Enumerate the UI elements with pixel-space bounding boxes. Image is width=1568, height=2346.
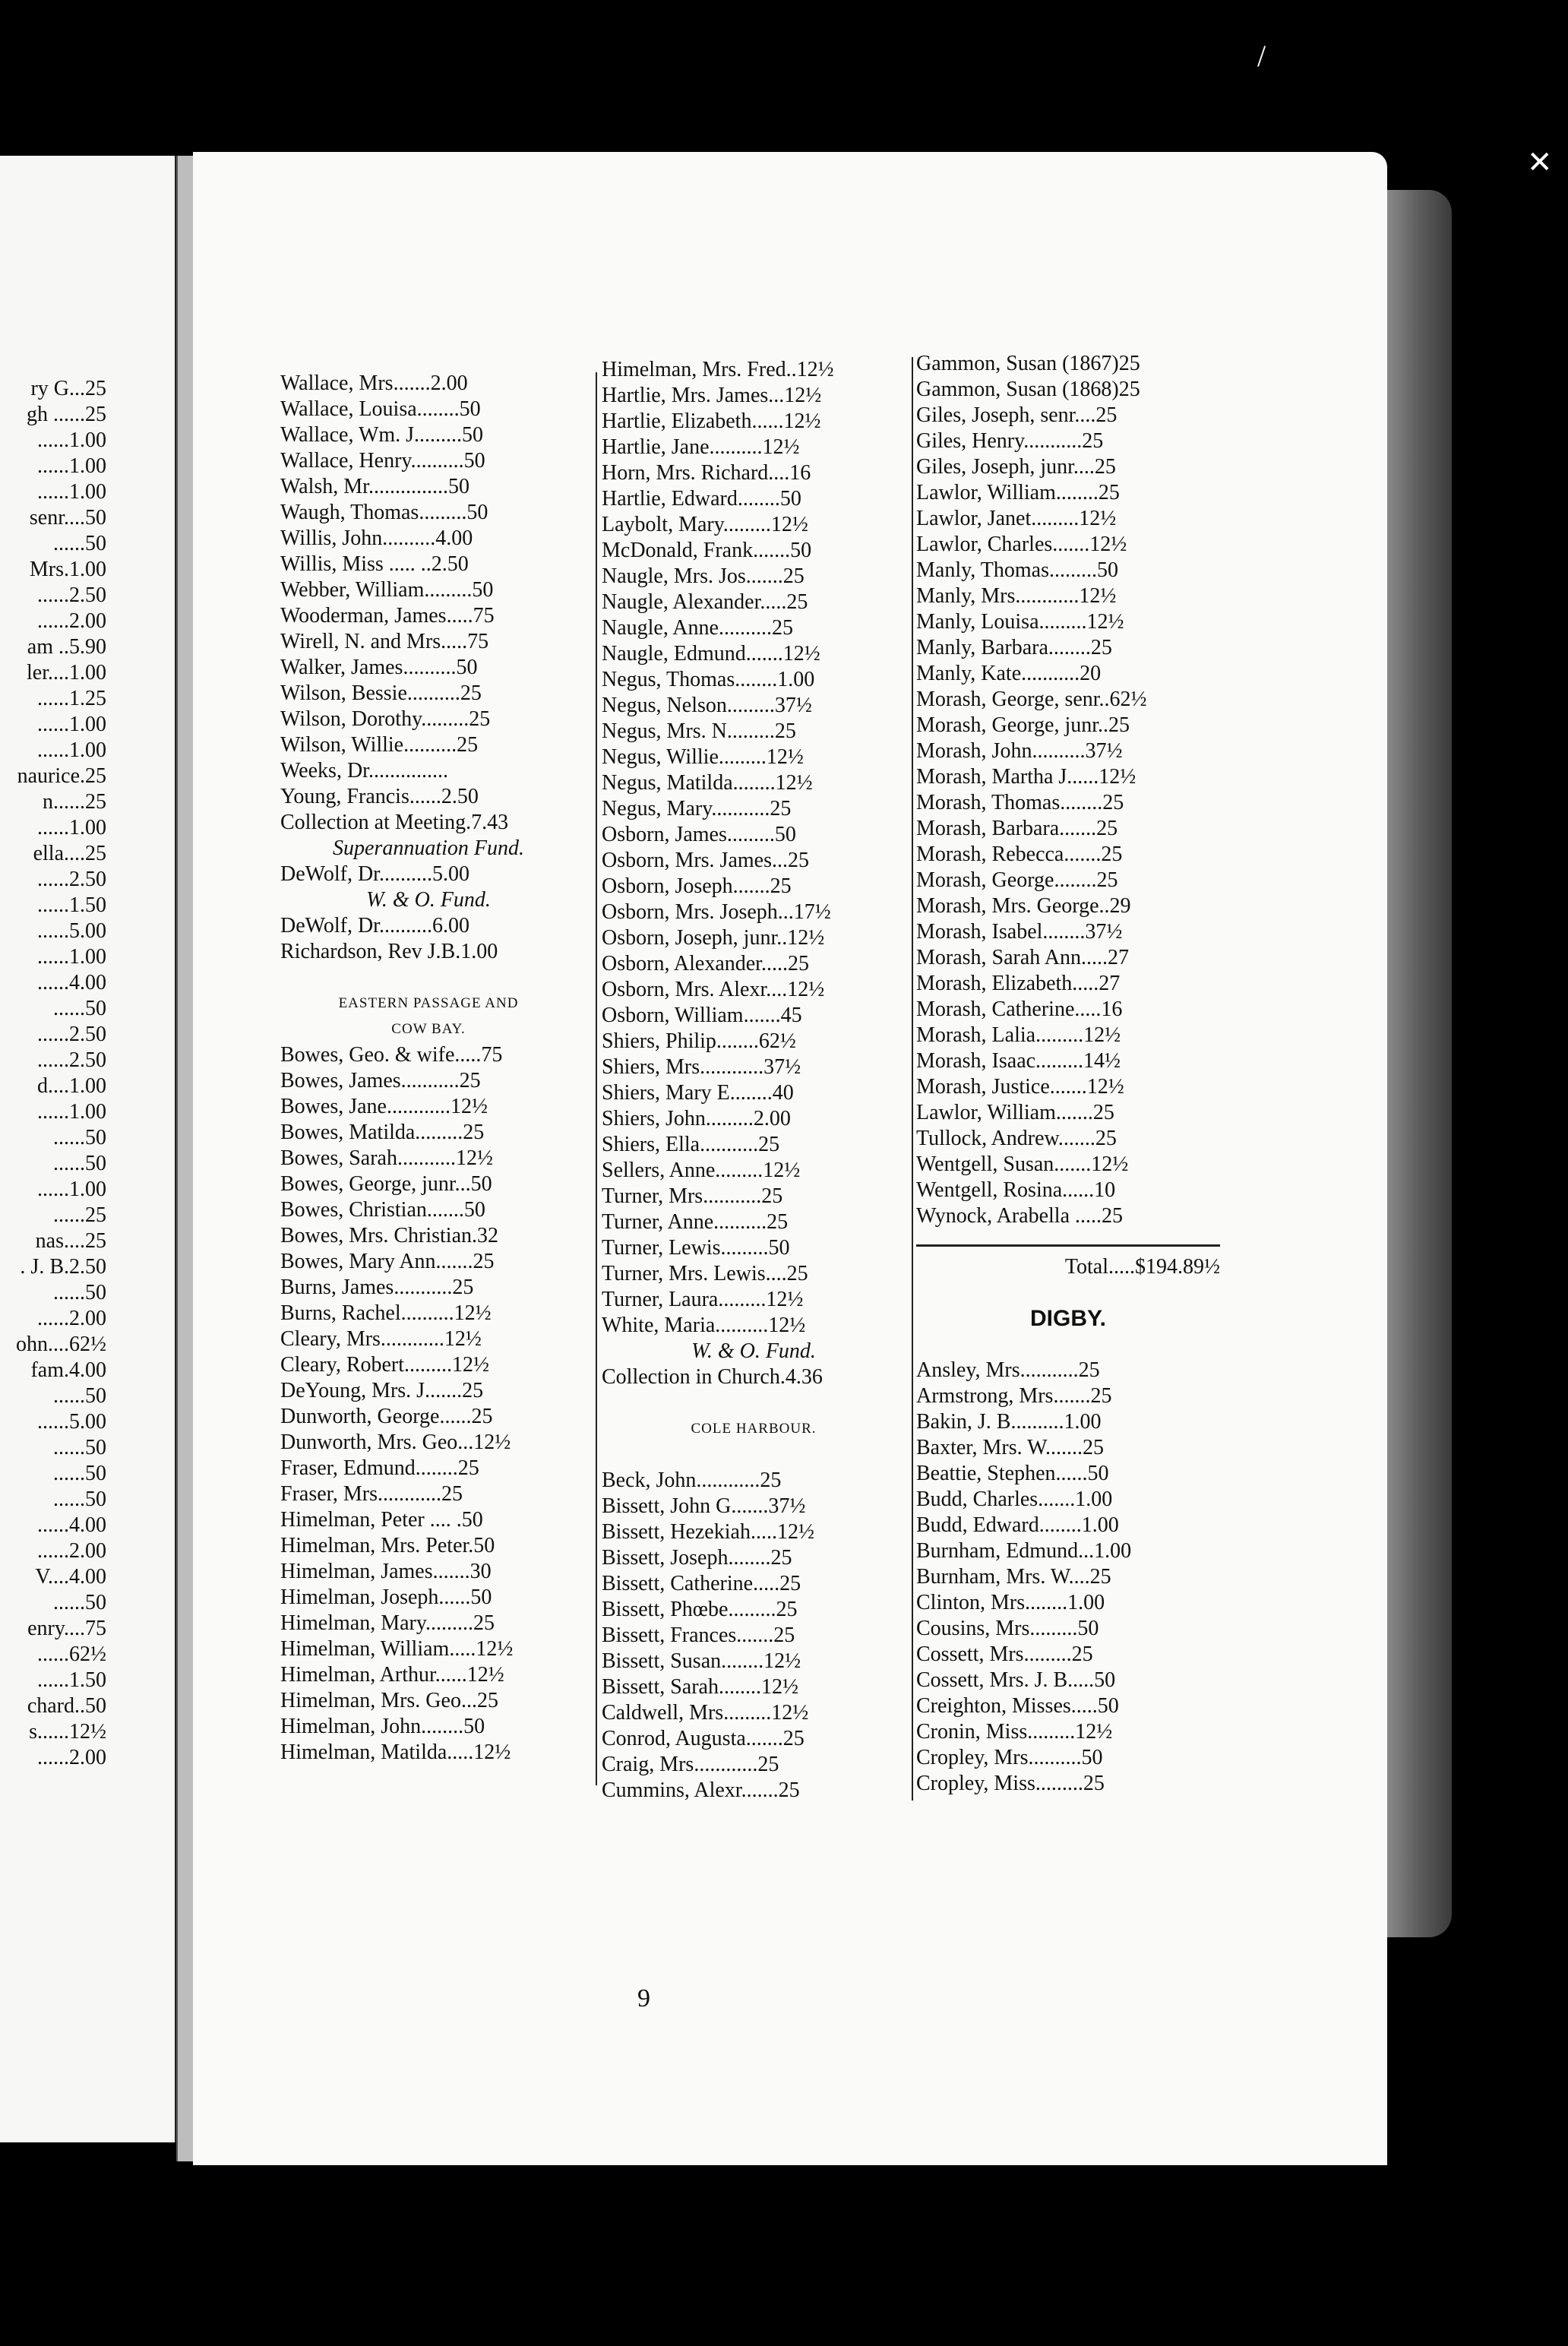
subscriber-entry: Morash, John..........37½	[916, 739, 1123, 763]
column-1	[280, 371, 577, 1766]
fragment-entry: ......1.00	[37, 454, 106, 478]
fragment-entry: senr....50	[29, 506, 106, 530]
subscriber-entry: Wynock, Arabella .....25	[916, 1204, 1124, 1228]
subscriber-entry: DeWolf, Dr..........5.00	[280, 862, 469, 886]
book-spine	[176, 156, 194, 2161]
fragment-entry: ......2.50	[37, 1048, 106, 1072]
subscriber-entry: Turner, Laura.........12½	[602, 1288, 804, 1311]
subscriber-entry: Gammon, Susan (1867)25	[916, 352, 1140, 375]
subscriber-entry: Bissett, John G.......37½	[602, 1494, 806, 1518]
subscriber-entry: Fraser, Mrs............25	[280, 1482, 463, 1506]
spacer	[916, 1280, 1220, 1306]
subscriber-entry: Armstrong, Mrs.......25	[916, 1384, 1112, 1408]
subscriber-entry: Wallace, Wm. J.........50	[280, 423, 484, 447]
subscriber-entry: Cummins, Alexr.......25	[602, 1778, 800, 1802]
subscriber-entry: Negus, Nelson.........37½	[602, 694, 812, 717]
fragment-entry: ......1.00	[37, 428, 106, 452]
subscriber-entry: Burns, Rachel..........12½	[280, 1301, 492, 1325]
subscriber-entry: Giles, Joseph, senr....25	[916, 403, 1118, 427]
fragment-entry: d....1.00	[37, 1074, 106, 1098]
subscriber-entry: Lawlor, Charles.......12½	[916, 533, 1127, 556]
subscriber-entry: Turner, Anne..........25	[602, 1210, 789, 1234]
subscriber-entry: Gammon, Susan (1868)25	[916, 378, 1140, 401]
column-2	[602, 357, 906, 1804]
fragment-entry: ......4.00	[37, 971, 106, 994]
subscriber-entry: Lawlor, Janet.........12½	[916, 507, 1117, 530]
fragment-entry: ......50	[53, 1436, 106, 1459]
fragment-entry: ......50	[53, 1591, 106, 1614]
subscriber-entry: Negus, Thomas........1.00	[602, 668, 815, 691]
subscriber-entry: Shiers, Mary E........40	[602, 1081, 794, 1105]
subscriber-entry: McDonald, Frank.......50	[602, 539, 812, 562]
spacer	[916, 1332, 1220, 1358]
subscriber-entry: Wilson, Bessie..........25	[280, 681, 482, 705]
subscriber-entry: Wallace, Mrs.......2.00	[280, 372, 468, 395]
subscriber-entry: Willis, Miss ..... ..2.50	[280, 552, 469, 576]
subscriber-entry: Turner, Lewis.........50	[602, 1236, 790, 1260]
subscriber-entry: Bowes, George, junr...50	[280, 1172, 492, 1196]
fragment-entry: ......50	[53, 1152, 106, 1175]
subscriber-entry: Tullock, Andrew.......25	[916, 1127, 1117, 1150]
subscriber-entry: Wilson, Willie..........25	[280, 733, 479, 757]
subscriber-entry: Osborn, William.......45	[602, 1004, 802, 1027]
subscriber-entry: Shiers, John.........2.00	[602, 1107, 791, 1130]
subscriber-entry: Morash, Mrs. George..29	[916, 894, 1131, 918]
subscriber-entry: Morash, George........25	[916, 868, 1118, 892]
subscriber-entry: Lawlor, William........25	[916, 481, 1120, 504]
column-3	[916, 351, 1220, 1797]
subscriber-entry: Manly, Louisa.........12½	[916, 610, 1124, 634]
subscriber-entry: Turner, Mrs...........25	[602, 1184, 783, 1208]
fragment-entry: ella....25	[33, 842, 106, 865]
subscriber-entry: Ansley, Mrs...........25	[916, 1358, 1100, 1382]
subscriber-entry: DeYoung, Mrs. J.......25	[280, 1379, 484, 1402]
scan-artifact: /	[1257, 39, 1266, 73]
left-page-fragment	[0, 156, 177, 2142]
fragment-entry: ......2.00	[37, 1307, 106, 1330]
scan-artifact: ✕	[1527, 145, 1553, 179]
subscriber-entry: Dunworth, Mrs. Geo...12½	[280, 1431, 511, 1454]
page-edge	[1387, 190, 1452, 1937]
subscriber-entry: Bissett, Sarah........12½	[602, 1675, 798, 1699]
spacer	[602, 1442, 906, 1468]
subscriber-entry: Wallace, Louisa........50	[280, 397, 481, 421]
subscriber-entry: Osborn, Mrs. Joseph...17½	[602, 900, 831, 924]
subscriber-entry: COW BAY.	[391, 1021, 466, 1037]
fragment-entry: ......1.00	[37, 480, 106, 504]
fragment-entry: ......1.00	[37, 738, 106, 762]
subscriber-entry: Hartlie, Mrs. James...12½	[602, 384, 822, 407]
subscriber-entry: Dunworth, George......25	[280, 1405, 493, 1428]
subscriber-entry: Himelman, John........50	[280, 1715, 485, 1738]
subscriber-entry: Wilson, Dorothy.........25	[280, 707, 491, 731]
subscriber-entry: Shiers, Ella...........25	[602, 1133, 780, 1156]
fragment-entry: ......1.00	[37, 713, 106, 736]
subscriber-entry: Webber, William.........50	[280, 578, 494, 602]
subscriber-entry: Himelman, Peter .... .50	[280, 1508, 483, 1532]
main-page	[193, 152, 1387, 2165]
subscriber-entry: Himelman, Mrs. Geo...25	[280, 1689, 498, 1712]
subscriber-entry: Bowes, Sarah...........12½	[280, 1146, 493, 1170]
subscriber-entry: Morash, George, senr..62½	[916, 688, 1147, 711]
fragment-entry: ......50	[53, 1488, 106, 1511]
subscriber-entry: Cropley, Mrs..........50	[916, 1746, 1103, 1769]
subscriber-entry: Cleary, Robert.........12½	[280, 1353, 490, 1377]
fragment-entry: nas....25	[35, 1229, 106, 1253]
subscriber-entry: Osborn, Alexander.....25	[602, 952, 809, 975]
fragment-entry: ......50	[53, 1281, 106, 1304]
fragment-entry: s......12½	[29, 1720, 106, 1744]
subscriber-entry: Cropley, Miss.........25	[916, 1772, 1105, 1795]
subscriber-entry: Turner, Mrs. Lewis....25	[602, 1262, 808, 1285]
subscriber-entry: Cossett, Mrs.........25	[916, 1643, 1093, 1666]
fragment-entry: ......25	[53, 1203, 106, 1227]
subscriber-entry: Osborn, James.........50	[602, 823, 796, 846]
subscriber-entry: Bissett, Joseph........25	[602, 1546, 792, 1570]
fragment-entry: ......50	[53, 532, 106, 555]
subscriber-entry: Budd, Charles.......1.00	[916, 1488, 1113, 1511]
subscriber-entry: Osborn, Joseph.......25	[602, 874, 792, 898]
subscriber-entry: White, Maria..........12½	[602, 1314, 806, 1337]
subscriber-entry: Bissett, Hezekiah.....12½	[602, 1520, 814, 1544]
subscriber-entry: Bowes, Christian.......50	[280, 1198, 485, 1222]
subscriber-entry: Bissett, Catherine.....25	[602, 1572, 801, 1595]
fragment-entry: ......2.00	[37, 609, 106, 633]
subscriber-entry: Wentgell, Susan.......12½	[916, 1152, 1129, 1176]
subscriber-entry: Naugle, Mrs. Jos.......25	[602, 564, 805, 588]
subscriber-entry: Himelman, Matilda.....12½	[280, 1741, 511, 1764]
subscriber-entry: Giles, Henry...........25	[916, 429, 1104, 453]
subscriber-entry: Total.....$194.89½	[1064, 1255, 1220, 1279]
subscriber-entry: Burnham, Edmund...1.00	[916, 1539, 1132, 1563]
fragment-entry: ......5.00	[37, 919, 106, 943]
subscriber-entry: Wirell, N. and Mrs.....75	[280, 630, 489, 653]
fragment-entry: V....4.00	[35, 1565, 106, 1589]
subscriber-entry: Wooderman, James.....75	[280, 604, 495, 628]
subscriber-entry: Collection at Meeting.7.43	[280, 811, 509, 834]
fragment-entry: ......1.50	[37, 1668, 106, 1692]
subscriber-entry: DIGBY.	[1029, 1306, 1107, 1331]
page-number: 9	[637, 1984, 650, 2012]
subscriber-entry: Himelman, Mrs. Fred..12½	[602, 358, 834, 381]
subscriber-entry: Bowes, Mrs. Christian.32	[280, 1224, 498, 1247]
subscriber-entry: Bissett, Frances.......25	[602, 1624, 795, 1647]
subscriber-entry: Burnham, Mrs. W....25	[916, 1565, 1111, 1589]
subscriber-entry: DeWolf, Dr..........6.00	[280, 914, 469, 937]
subscriber-entry: Manly, Mrs............12½	[916, 584, 1117, 608]
subscriber-entry: Collection in Church.4.36	[602, 1365, 823, 1389]
subscriber-entry: W. & O. Fund.	[366, 888, 491, 912]
subscriber-entry: Superannuation Fund.	[333, 836, 524, 860]
fragment-entry: ......50	[53, 997, 106, 1020]
fragment-entry: ......1.25	[37, 687, 106, 710]
subscriber-entry: Bowes, James...........25	[280, 1069, 481, 1092]
fragment-entry: ......1.50	[37, 893, 106, 917]
fragment-entry: ......2.00	[37, 1746, 106, 1769]
subscriber-entry: Morash, Justice.......12½	[916, 1075, 1124, 1099]
fragment-entry: ohn....62½	[16, 1333, 106, 1356]
fragment-entry: gh ......25	[27, 403, 106, 426]
subscriber-entry: Fraser, Edmund........25	[280, 1456, 479, 1480]
fragment-entry: chard..50	[27, 1694, 106, 1718]
subscriber-entry: Bowes, Matilda.........25	[280, 1121, 485, 1144]
subscriber-entry: Morash, Rebecca.......25	[916, 843, 1123, 866]
subscriber-entry: Budd, Edward........1.00	[916, 1513, 1119, 1537]
subscriber-entry: Bowes, Geo. & wife.....75	[280, 1043, 503, 1067]
fragment-entry: ......2.00	[37, 1539, 106, 1563]
subscriber-entry: Morash, Elizabeth.....27	[916, 972, 1121, 995]
subscriber-entry: Horn, Mrs. Richard....16	[602, 461, 811, 485]
subscriber-entry: COLE HARBOUR.	[691, 1421, 817, 1437]
subscriber-entry: Morash, Isaac.........14½	[916, 1049, 1121, 1073]
column-separator	[596, 372, 597, 1785]
fragment-entry: ......62½	[37, 1643, 106, 1666]
subscriber-entry: Caldwell, Mrs.........12½	[602, 1701, 809, 1725]
subscriber-entry: Himelman, William.....12½	[280, 1637, 514, 1661]
subscriber-entry: Osborn, Joseph, junr..12½	[602, 926, 825, 950]
subscriber-entry: Morash, Sarah Ann.....27	[916, 946, 1129, 969]
spacer	[280, 965, 577, 991]
subscriber-entry: Sellers, Anne.........12½	[602, 1159, 801, 1182]
subscriber-entry: Naugle, Edmund.......12½	[602, 642, 820, 666]
column-separator	[912, 357, 913, 1801]
subscriber-entry: Morash, George, junr..25	[916, 713, 1130, 737]
fragment-entry: ......1.00	[37, 945, 106, 969]
fragment-entry: ry G...25	[30, 377, 106, 400]
subscriber-entry: Clinton, Mrs........1.00	[916, 1591, 1105, 1614]
fragment-entry: n......25	[43, 790, 106, 814]
subscriber-entry: Cousins, Mrs.........50	[916, 1617, 1099, 1640]
subscriber-entry: Wentgell, Rosina......10	[916, 1178, 1116, 1202]
fragment-entry: am ..5.90	[27, 635, 106, 659]
subscriber-entry: Creighton, Misses.....50	[916, 1694, 1119, 1718]
subscriber-entry: Osborn, Mrs. Alexr....12½	[602, 978, 825, 1001]
subscriber-entry: Morash, Lalia.........12½	[916, 1023, 1121, 1047]
subscriber-entry: Walker, James..........50	[280, 656, 478, 679]
fragment-entry: fam.4.00	[30, 1358, 106, 1382]
fragment-entry: ......1.00	[37, 1100, 106, 1124]
subscriber-entry: Wallace, Henry..........50	[280, 449, 485, 473]
spacer	[916, 1229, 1220, 1247]
subscriber-entry: Morash, Martha J......12½	[916, 765, 1136, 789]
subscriber-entry: Himelman, Mrs. Peter.50	[280, 1534, 495, 1557]
subscriber-entry: Bowes, Mary Ann.......25	[280, 1250, 495, 1273]
fragment-entry: naurice.25	[17, 764, 106, 788]
subscriber-entry: Shiers, Philip........62½	[602, 1029, 796, 1053]
subscriber-entry: Negus, Mrs. N.........25	[602, 719, 796, 743]
subscriber-entry: EASTERN PASSAGE AND	[338, 995, 519, 1011]
subscriber-entry: Bissett, Phœbe.........25	[602, 1598, 798, 1621]
fragment-entry: ......2.50	[37, 583, 106, 607]
subscriber-entry: Hartlie, Edward........50	[602, 487, 801, 511]
subscriber-entry: Cossett, Mrs. J. B.....50	[916, 1668, 1116, 1692]
subscriber-entry: Negus, Matilda........12½	[602, 771, 813, 795]
subscriber-entry: Morash, Isabel........37½	[916, 920, 1123, 944]
subscriber-entry: Giles, Joseph, junr....25	[916, 455, 1116, 479]
subscriber-entry: Naugle, Alexander.....25	[602, 590, 808, 614]
subscriber-entry: Shiers, Mrs............37½	[602, 1055, 801, 1079]
subscriber-entry: Lawlor, William.......25	[916, 1101, 1114, 1124]
subscriber-entry: Bowes, Jane............12½	[280, 1095, 488, 1118]
subscriber-entry: Negus, Willie.........12½	[602, 745, 804, 769]
subscriber-entry: Himelman, Arthur......12½	[280, 1663, 504, 1687]
subscriber-entry: Himelman, Mary.........25	[280, 1611, 495, 1635]
subscriber-entry: Himelman, Joseph......50	[280, 1586, 492, 1609]
spacer	[602, 1390, 906, 1416]
fragment-entry: ......1.00	[37, 1178, 106, 1201]
subscriber-entry: Baxter, Mrs. W.......25	[916, 1436, 1104, 1459]
subscriber-entry: Manly, Barbara........25	[916, 636, 1112, 659]
subscriber-entry: Manly, Thomas.........50	[916, 558, 1118, 582]
subscriber-entry: Walsh, Mr...............50	[280, 475, 469, 498]
subscriber-entry: Naugle, Anne..........25	[602, 616, 793, 640]
fragment-entry: ......2.50	[37, 1023, 106, 1046]
fragment-entry: ......4.00	[37, 1513, 106, 1537]
subscriber-entry: Weeks, Dr...............	[280, 759, 448, 783]
subscriber-entry: Morash, Thomas........25	[916, 791, 1124, 814]
fragment-entry: ......1.00	[37, 816, 106, 839]
subscriber-entry: Morash, Catherine.....16	[916, 998, 1123, 1021]
subscriber-entry: Burns, James...........25	[280, 1276, 474, 1299]
subscriber-entry: Bakin, J. B..........1.00	[916, 1410, 1102, 1434]
fragment-entry: ......50	[53, 1126, 106, 1149]
subscriber-entry: Beattie, Stephen......50	[916, 1462, 1109, 1485]
fragment-entry: . J. B.2.50	[20, 1255, 106, 1279]
left-page-column	[0, 376, 106, 1771]
fragment-entry: Mrs.1.00	[29, 558, 106, 581]
subscriber-entry: Cleary, Mrs............12½	[280, 1327, 482, 1351]
fragment-entry: ler....1.00	[27, 661, 106, 685]
subscriber-entry: Conrod, Augusta.......25	[602, 1727, 805, 1750]
subscriber-entry: Hartlie, Jane..........12½	[602, 435, 800, 459]
subscriber-entry: Bissett, Susan........12½	[602, 1649, 801, 1673]
subscriber-entry: W. & O. Fund.	[691, 1339, 816, 1363]
subscriber-entry: Craig, Mrs............25	[602, 1753, 779, 1776]
fragment-entry: ......2.50	[37, 868, 106, 891]
subscriber-entry: Beck, John............25	[602, 1469, 782, 1492]
fragment-entry: ......50	[53, 1462, 106, 1485]
subscriber-entry: Waugh, Thomas.........50	[280, 501, 488, 524]
subscriber-entry: Manly, Kate...........20	[916, 662, 1102, 685]
subscriber-entry: Himelman, James.......30	[280, 1560, 492, 1583]
subscriber-entry: Willis, John..........4.00	[280, 526, 473, 550]
subscriber-entry: Young, Francis......2.50	[280, 785, 479, 808]
subscriber-entry: Morash, Barbara.......25	[916, 817, 1118, 840]
subscriber-entry: Laybolt, Mary.........12½	[602, 513, 808, 536]
subscriber-entry: Negus, Mary...........25	[602, 797, 792, 820]
fragment-entry: enry....75	[27, 1617, 106, 1640]
fragment-entry: ......50	[53, 1384, 106, 1408]
subscriber-entry: Osborn, Mrs. James...25	[602, 849, 809, 872]
subscriber-entry: Richardson, Rev J.B.1.00	[280, 940, 498, 963]
subscriber-entry: Cronin, Miss.........12½	[916, 1720, 1113, 1744]
subscriber-entry: Hartlie, Elizabeth......12½	[602, 409, 821, 433]
fragment-entry: ......5.00	[37, 1410, 106, 1434]
